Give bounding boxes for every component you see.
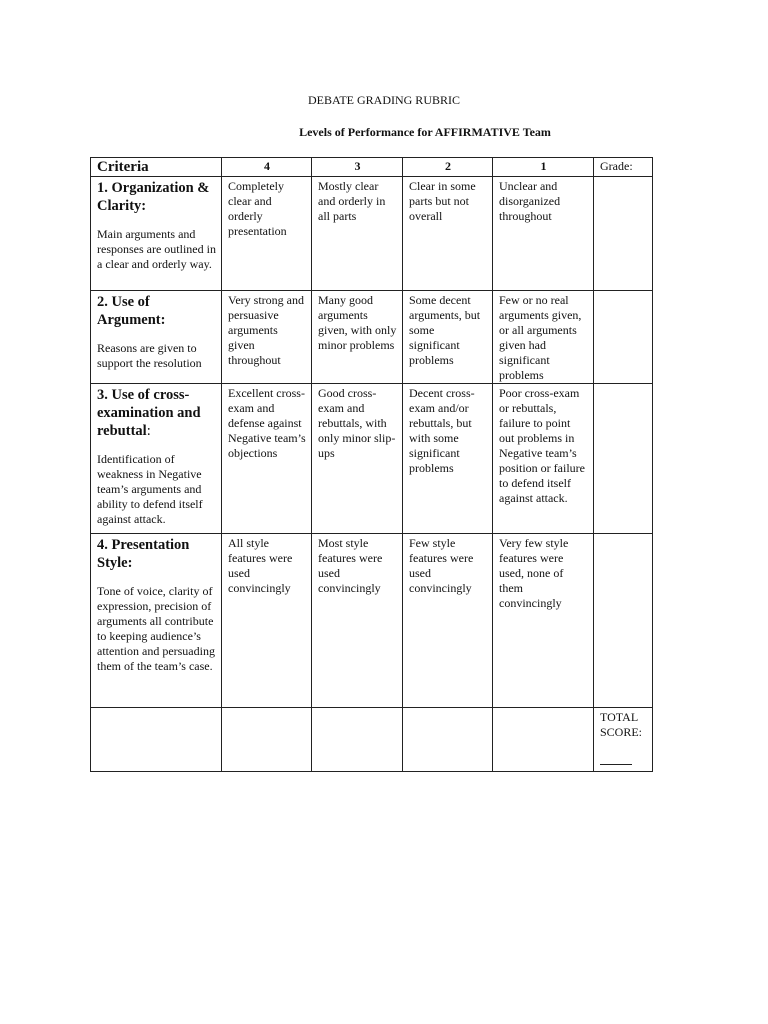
level-2-cell: Clear in some parts but not overall — [403, 177, 493, 291]
level-3-cell: Many good arguments given, with only minor problems — [312, 291, 403, 384]
criterion-description: Main arguments and responses are outlined in a clear and orderly way. — [97, 227, 216, 271]
criterion-title — [97, 386, 216, 440]
empty-cell — [493, 708, 594, 772]
empty-cell — [312, 708, 403, 772]
total-score-blank — [600, 764, 632, 765]
grade-cell — [594, 177, 653, 291]
rubric-table — [90, 157, 653, 772]
criterion-title: 2. Use of Argument: — [97, 294, 166, 328]
empty-cell — [91, 708, 222, 772]
level-3-cell: Good cross-exam and rebuttals, with only minor slip-ups — [312, 384, 403, 534]
criterion-title: 4. Presentation Style: — [97, 537, 190, 571]
level-4-cell: Very strong and persuasive arguments given throughout — [222, 291, 312, 384]
grade-header: Grade: — [594, 158, 653, 177]
level-4-cell: Excellent cross-exam and defense against Negative team’s objections — [222, 384, 312, 534]
level-3-header: 3 — [312, 158, 403, 177]
empty-cell — [403, 708, 493, 772]
level-3-cell: Most style features were used convincingly — [312, 534, 403, 708]
level-4-cell: Completely clear and orderly presentation — [222, 177, 312, 291]
criterion-title: 1. Organization & Clarity: — [97, 180, 210, 214]
criterion-cell — [91, 177, 222, 291]
grade-cell — [594, 291, 653, 384]
document-title — [0, 93, 768, 108]
grade-cell — [594, 534, 653, 708]
grade-cell — [594, 384, 653, 534]
level-2-cell: Some decent arguments, but some significant problems — [403, 291, 493, 384]
level-2-cell: Decent cross-exam and/or rebuttals, but with some significant problems — [403, 384, 493, 534]
level-2-cell: Few style features were used convincingly — [403, 534, 493, 708]
criterion-cell — [91, 291, 222, 384]
criterion-description: Identification of weakness in Negative team’s arguments and ability to defend itself against attack. — [97, 452, 203, 526]
total-score-label: TOTAL SCORE: — [600, 710, 643, 739]
criterion-cell — [91, 534, 222, 708]
criterion-cell — [91, 384, 222, 534]
total-row — [91, 708, 653, 772]
document-title-text: DEBATE GRADING RUBRIC — [307, 93, 460, 107]
criterion-title-colon: : — [146, 423, 151, 439]
total-score-cell — [594, 708, 653, 772]
table-row — [91, 177, 653, 291]
criterion-description: Reasons are given to support the resolution — [97, 341, 202, 370]
document-subtitle: Levels of Performance for AFFIRMATIVE Team — [299, 125, 551, 139]
level-1-cell: Very few style features were used, none of them convincingly — [493, 534, 594, 708]
level-1-cell: Unclear and disorganized throughout — [493, 177, 594, 291]
table-header-row — [91, 158, 653, 177]
level-1-cell: Poor cross-exam or rebuttals, failure to point out problems in Negative team’s position or failure to defend itself against attack. — [493, 384, 594, 534]
criterion-title-text: 3. Use of cross-examination and rebuttal — [97, 387, 201, 439]
level-3-cell: Mostly clear and orderly in all parts — [312, 177, 403, 291]
criterion-description: Tone of voice, clarity of expression, precision of arguments all contribute to keeping audience’s attention and persuading them of the team’s case. — [97, 584, 215, 673]
table-row — [91, 291, 653, 384]
criteria-header: Criteria — [91, 158, 222, 177]
empty-cell — [222, 708, 312, 772]
level-2-header: 2 — [403, 158, 493, 177]
table-row — [91, 384, 653, 534]
level-4-header: 4 — [222, 158, 312, 177]
level-1-header: 1 — [493, 158, 594, 177]
level-1-cell: Few or no real arguments given, or all arguments given had significant problems — [493, 291, 594, 384]
table-row — [91, 534, 653, 708]
level-4-cell: All style features were used convincingly — [222, 534, 312, 708]
